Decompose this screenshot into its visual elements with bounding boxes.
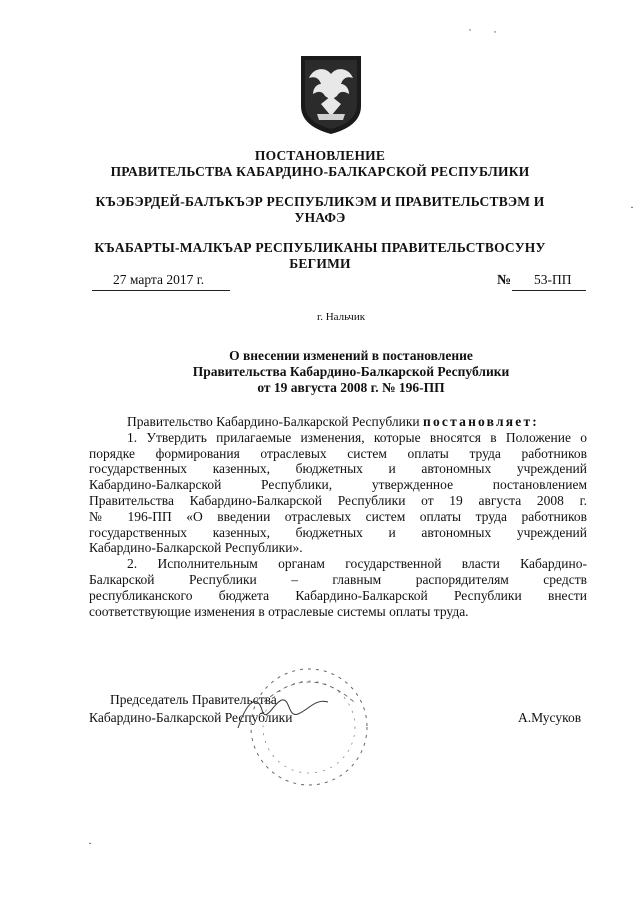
document-number: 53-ПП: [534, 272, 572, 287]
document-title: [0, 348, 640, 396]
header-kabardian: [0, 194, 640, 226]
coat-of-arms-emblem: [299, 54, 363, 136]
header-issuer: ПРАВИТЕЛЬСТВА КАБАРДИНО-БАЛКАРСКОЙ РЕСПУБЛИКИ: [110, 164, 530, 179]
scan-mark: ˙: [468, 26, 472, 40]
p2-line: соответствующие изменения в отраслевые системы оплаты труда.: [89, 603, 469, 619]
number-sign: №: [497, 273, 512, 288]
signatory-name: А.Мусуков: [518, 710, 582, 725]
p2-line: республиканского бюджета Кабардино-Балкарской Республики внести: [89, 587, 587, 603]
title-line-1: О внесении изменений в постановление: [229, 348, 473, 363]
p1-line: государственных казенных, бюджетных и автономных учреждений: [89, 524, 587, 540]
p1-line: Кабардино-Балкарской Республики, утвержденное постановлением: [89, 477, 587, 493]
p1-line: порядке формирования отраслевых систем оплаты труда работников: [89, 445, 587, 461]
p1-line: государственных казенных, бюджетных и автономных учреждений: [89, 461, 587, 477]
number-underline: [512, 290, 586, 291]
scan-mark: ·: [630, 200, 634, 214]
header-balkar: [0, 240, 640, 272]
scan-mark: ˙: [493, 28, 497, 42]
signature-position-line1: Председатель Правительства: [110, 692, 277, 707]
p1-line: Кабардино-Балкарской Республики».: [89, 540, 303, 556]
intro-text: Правительство Кабардино-Балкарской Республики: [127, 414, 423, 429]
document-city: г. Нальчик: [316, 311, 366, 323]
date-underline: [92, 290, 230, 291]
p1-line: 1. Утвердить прилагаемые изменения, которые вносятся в Положение о: [127, 429, 587, 445]
p2-line: Балкарской Республики – главным распорядителям средств: [89, 571, 587, 587]
p1-line: № 196-ПП «О введении отраслевых систем оплаты труда работников: [89, 508, 587, 524]
signature-position-line2: Кабардино-Балкарской Республики: [89, 710, 293, 725]
header-kabardian-line2: УНАФЭ: [294, 210, 346, 225]
header-title: ПОСТАНОВЛЕНИЕ: [254, 148, 386, 163]
p1-line: Правительства Кабардино-Балкарской Республики от 19 августа 2008 г.: [89, 492, 587, 508]
header-balkar-line1: КЪАБАРТЫ-МАЛКЪАР РЕСПУБЛИКАНЫ ПРАВИТЕЛЬСТВОСУНУ: [94, 240, 546, 255]
title-line-3: от 19 августа 2008 г. № 196-ПП: [257, 380, 445, 395]
document-header: [0, 148, 640, 180]
handwritten-signature: [228, 688, 338, 738]
title-line-2: Правительства Кабардино-Балкарской Республики: [192, 364, 510, 379]
intro-emphasis: постановляет:: [423, 414, 539, 429]
scan-mark: ·: [88, 836, 92, 850]
header-balkar-line2: БЕГИМИ: [289, 256, 351, 271]
header-kabardian-line1: КЪЭБЭРДЕЙ-БАЛЪКЪЭР РЕСПУБЛИКЭМ И ПРАВИТЕЛЬСТВЭМ И: [95, 194, 545, 209]
document-date: 27 марта 2017 г.: [113, 272, 205, 287]
document-body: [89, 414, 587, 619]
p2-line: 2. Исполнительным органам государственной власти Кабардино-: [127, 556, 587, 572]
intro-paragraph: [89, 414, 587, 430]
